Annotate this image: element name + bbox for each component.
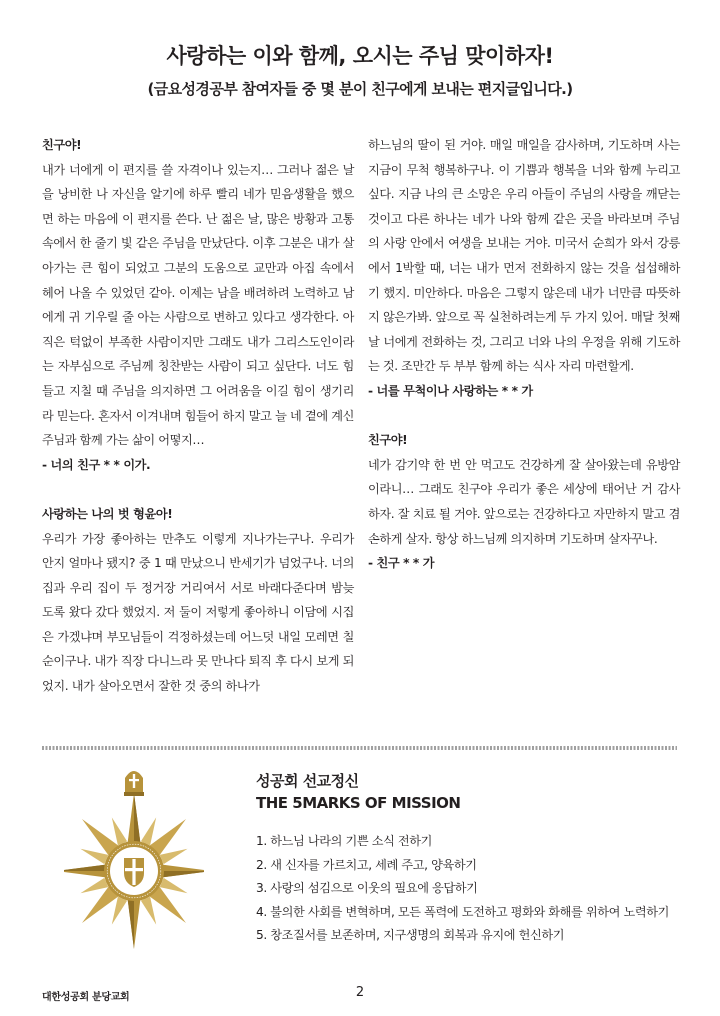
letter-salutation: 사랑하는 나의 벗 형윤아!: [42, 506, 173, 521]
letter-body: 네가 감기약 한 번 안 먹고도 건강하게 잘 살아왔는데 유방암이라니… 그래도 친구야 우리가 좋은 세상에 태어난 거 감사하자. 잘 치료 될 거야. 앞으로는 건강하다고 자만하지 말고 겸손하게 살자. 항상 하느님께 의지하며 기도하며 살자꾸나.: [368, 457, 680, 546]
letter-body: 우리가 가장 좋아하는 만추도 이렇게 지나가는구나. 우리가 안지 얼마나 됐지? 중 1 때 만났으니 반세기가 넘었구나. 너의 집과 우리 집이 두 정거장 거리여서 서로 바래다준다며 밤늦도록 왔다 갔다 했었지. 저 둘이 저렇게 좋아하니 이담에 시집은 가겠냐며 부모님들이 걱정하셨는데 어느덧 내일 모레면 칠순이구나. 내가 직장 다니느라 못 만나다 퇴직 후 다시 보게 되었지. 내가 살아오면서 잘한 것 중의 하나가: [42, 531, 354, 694]
paragraph-gap: [368, 404, 680, 429]
footer-church-name: 대한성공회 분당교회: [42, 992, 130, 1003]
letters-right-column: [368, 133, 680, 576]
letter-signature: - 너를 무척이나 사랑하는 * * 가: [368, 383, 533, 398]
compass-rose-icon: [64, 760, 204, 955]
page-title: 사랑하는 이와 함께, 오시는 주님 맞이하자!: [166, 44, 554, 68]
page-number: 2: [355, 985, 365, 1000]
letter-signature: - 너의 친구 * * 이가.: [42, 457, 151, 472]
letters-left-column: [42, 133, 354, 699]
mission-item: 5. 창조질서를 보존하며, 지구생명의 회복과 유지에 헌신하기: [256, 928, 565, 942]
mission-title-english: THE 5MARKS OF MISSION: [256, 794, 461, 812]
mission-list: [256, 830, 669, 948]
letter-signature: - 친구 * * 가: [368, 556, 435, 571]
section-divider: [42, 746, 677, 750]
mission-item: 3. 사랑의 섬김으로 이웃의 필요에 응답하기: [256, 881, 478, 895]
letter-body: 하느님의 딸이 된 거야. 매일 매일을 감사하며, 기도하며 사는 지금이 무척 행복하구나. 이 기쁨과 행복을 너와 함께 누리고 싶다. 지금 나의 큰 소망은 우리 아들이 주님의 사랑을 깨닫는 것이고 다른 하나는 네가 나와 함께 같은 곳을 바라보며 주님의 사랑 안에서 여생을 보내는 거야. 미국서 순희가 와서 강릉에서 1박할 때, 너는 내가 먼저 전화하지 않는 것을 섭섭해하기 했지. 미안하다. 마음은 그렇지 않은데 내가 너만큼 따뜻하지 않은가봐. 앞으로 꼭 실천하려는게 두 가지 있어. 매달 첫째 날 너에게 전화하는 것, 그리고 너와 나의 우정을 위해 기도하는 것. 조만간 두 부부 함께 하는 식사 자리 마련할게.: [368, 138, 680, 374]
letter-salutation: 친구야!: [368, 433, 408, 448]
letter-body: 내가 너에게 이 편지를 쓸 자격이나 있는지… 그러나 젊은 날을 낭비한 나 자신을 알기에 하루 빨리 네가 믿음생활을 했으면 하는 마음에 이 편지를 쓴다. 난 젊은 날, 많은 방황과 고통 속에서 한 줄기 빛 같은 주님을 만났단다. 이후 그분은 내가 살아가는 큰 힘이 되었고 그분의 도움으로 교만과 아집 속에서 헤어 나올 수 있었던 같아. 이제는 남을 배려하려 노력하고 남에게 귀 기우릴 줄 아는 사람으로 변하고 있다고 생각한다. 아직은 턱없이 부족한 사람이지만 그래도 내가 그리스도인이라는 자부심으로 주님께 칭찬받는 사람이 되고 싶단다. 너도 힘들고 지칠 때 주님을 의지하면 그 어려움을 이길 힘이 생기리라 믿는다. 혼자서 이겨내며 힘들어 하지 말고 늘 네 곁에 계신 주님과 함께 가는 삶이 어떻지…: [42, 162, 354, 448]
mission-heading: [256, 770, 460, 814]
page-subtitle: (금요성경공부 참여자들 중 몇 분이 친구에게 보내는 편지글입니다.): [147, 80, 573, 98]
mission-title-korean: 성공회 선교정신: [256, 772, 359, 790]
mission-item: 2. 새 신자를 가르치고, 세례 주고, 양육하기: [256, 857, 477, 872]
letter-salutation: 친구야!: [42, 138, 82, 152]
mission-item: 4. 불의한 사회를 변혁하며, 모든 폭력에 도전하고 평화와 화해를 위하여 노력하기: [256, 904, 669, 919]
mission-item: 1. 하느님 나라의 기쁜 소식 전하기: [256, 834, 433, 848]
paragraph-gap: [42, 477, 354, 502]
